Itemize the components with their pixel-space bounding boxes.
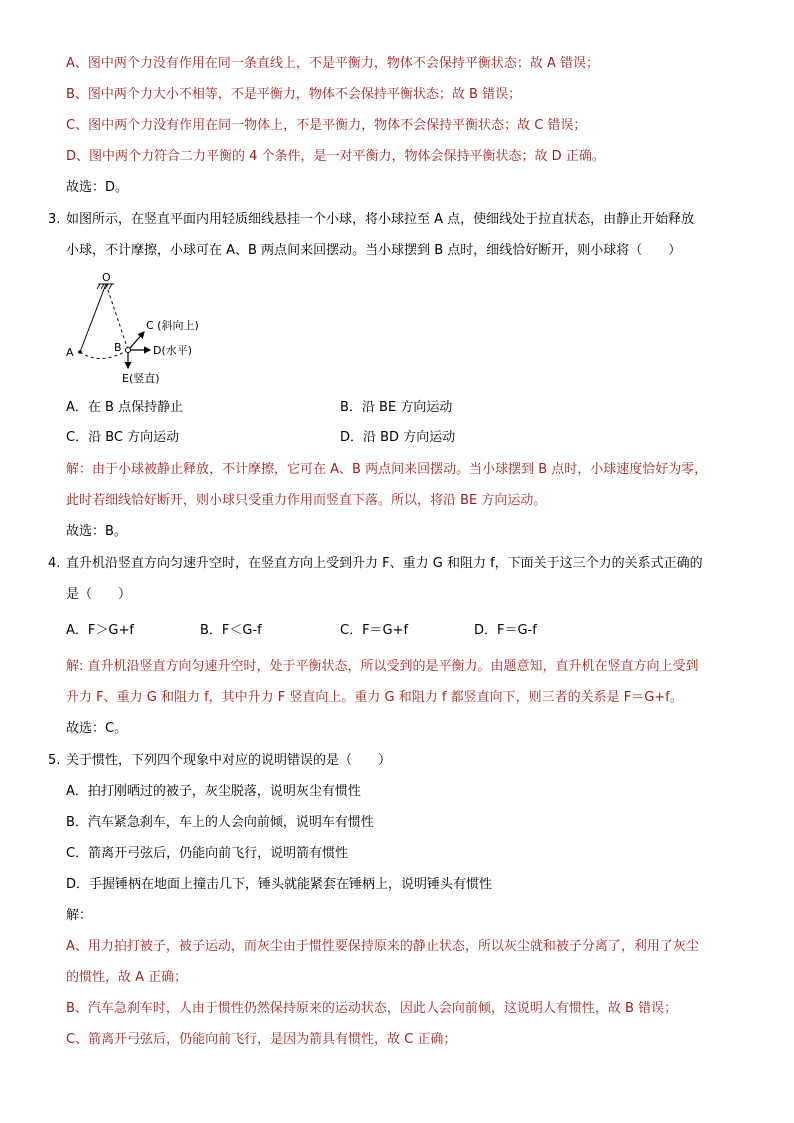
q4-solution-line1: 解: 直升机沿竖直方向匀速升空时，处于平衡状态，所以受到的是平衡力。由题意知，直升机在竖直方向上受到: [66, 659, 699, 674]
q3-stem-line2: 小球，不计摩擦，小球可在 A、B 两点间来回摆动。当小球摆到 B 点时，细线恰好断开，则小球将（ ）: [66, 243, 682, 258]
q4-option-a: A．F＞G+f: [66, 623, 134, 638]
q4-number: 4.: [48, 556, 61, 571]
arrow-bc: [130, 332, 144, 348]
q5-option-b: B．汽车紧急刹车，车上的人会向前倾，说明车有惯性: [66, 815, 374, 830]
q2-explain-c: C、图中两个力没有作用在同一物体上，不是平衡力，物体不会保持平衡状态；故 C 错误；: [66, 118, 587, 133]
q5-stem: 关于惯性，下列四个现象中对应的说明错误的是（ ）: [66, 753, 392, 768]
q5-sol-b: B、汽车急刹车时，人由于惯性仍然保持原来的运动状态，因此人会向前倾，这说明人有惯性，故 B 错误；: [66, 1001, 678, 1016]
q4-answer: 故选：C。: [66, 721, 128, 736]
q4-solution-line2: 升力 F、重力 G 和阻力 f，其中升力 F 竖直向上。重力 G 和阻力 f 都竖直向下，则三者的关系是 F＝G+f。: [66, 690, 683, 705]
label-e: E(竖直): [122, 372, 160, 385]
q3-option-b: B．沿 BE 方向运动: [340, 400, 453, 415]
q2-explain-a: A、图中两个力没有作用在同一条直线上，不是平衡力，物体不会保持平衡状态；故 A 错误；: [66, 56, 600, 71]
string-solid: [80, 284, 106, 352]
q3-solution-line1: 解：由于小球被静止释放，不计摩擦，它可在 A、B 两点间来回摆动。当小球摆到 B 点时，小球速度恰好为零，: [66, 462, 708, 477]
q5-sol-c: C、箭离开弓弦后，仍能向前飞行，是因为箭具有惯性，故 C 正确；: [66, 1032, 457, 1047]
q3-stem-line1: 如图所示，在竖直平面内用轻质细线悬挂一个小球，将小球拉至 A 点，使细线处于拉直状态，由静止开始释放: [66, 212, 695, 227]
q2-explain-b: B、图中两个力大小不相等，不是平衡力，物体不会保持平衡状态；故 B 错误；: [66, 87, 522, 102]
q5-option-a: A．拍打刚晒过的被子，灰尘脱落，说明灰尘有惯性: [66, 784, 361, 799]
q4-option-b: B．F＜G-f: [200, 623, 262, 638]
q4-stem-line1: 直升机沿竖直方向匀速升空时，在竖直方向上受到升力 F、重力 G 和阻力 f，下面关于这三个力的关系式正确的: [66, 556, 703, 571]
q5-sol-a-line1: A、用力拍打被子，被子运动，而灰尘由于惯性要保持原来的静止状态，所以灰尘就和被子分离了，利用了灰尘: [66, 939, 699, 954]
label-b: B: [114, 341, 122, 354]
label-a: A: [66, 346, 74, 359]
q3-solution-line2: 此时若细线恰好断开，则小球只受重力作用而竖直下落。所以，将沿 BE 方向运动。: [66, 493, 547, 508]
q2-explain-d: D、图中两个力符合二力平衡的 4 个条件，是一对平衡力，物体会保持平衡状态；故 D 正确。: [66, 149, 605, 164]
point-a: [78, 350, 82, 354]
pendulum-figure: [60, 272, 230, 390]
q4-stem-line2: 是（ ）: [66, 587, 132, 602]
q3-option-d: D．沿 BD 方向运动: [340, 430, 456, 445]
q3-number: 3.: [48, 212, 61, 227]
q3-option-a: A．在 B 点保持静止: [66, 400, 184, 415]
label-d: D(水平): [153, 344, 193, 357]
label-c: C (斜向上): [146, 319, 199, 332]
q5-solution-head: 解：: [66, 908, 93, 923]
q5-sol-a-line2: 的惯性，故 A 正确；: [66, 970, 188, 985]
q5-option-c: C．箭离开弓弦后，仍能向前飞行，说明箭有惯性: [66, 846, 349, 861]
q5-number: 5.: [48, 753, 61, 768]
q4-option-c: C．F＝G+f: [340, 623, 409, 638]
q5-option-d: D．手握锤柄在地面上撞击几下，锤头就能紧套在锤柄上，说明锤头有惯性: [66, 877, 493, 892]
q3-option-c: C．沿 BC 方向运动: [66, 430, 180, 445]
ball-b: [126, 348, 131, 353]
label-o: O: [102, 271, 111, 284]
q2-answer: 故选：D。: [66, 180, 129, 195]
pendulum-diagram: [60, 272, 230, 390]
q4-option-d: D．F＝G-f: [474, 623, 537, 638]
q3-answer: 故选：B。: [66, 524, 127, 539]
